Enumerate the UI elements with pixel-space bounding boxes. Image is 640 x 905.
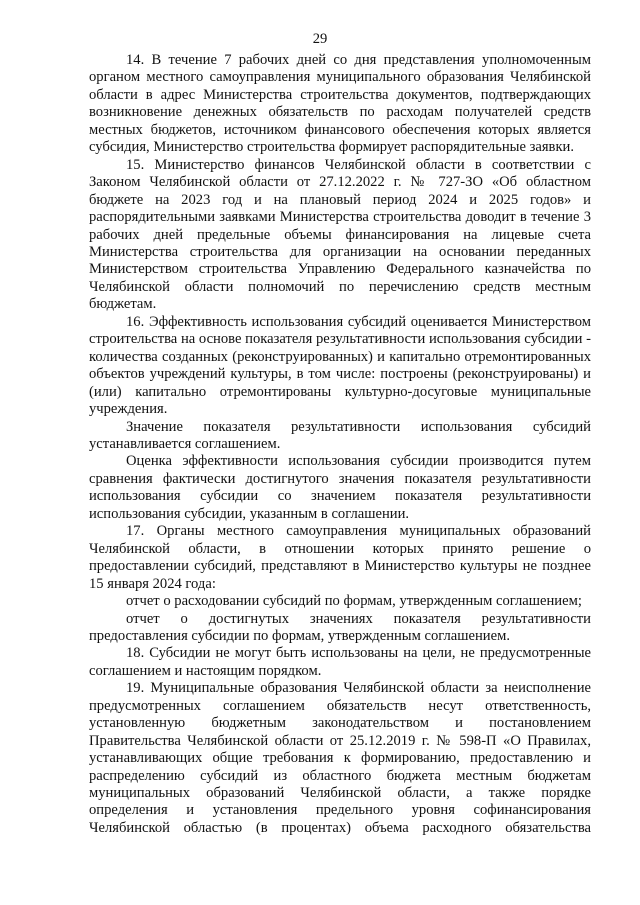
paragraph-efficiency-assessment: Оценка эффективности использования субсидии производится путем сравнения фактически достигнутого значения показателя результативности использования субсидии со значением показателя результативности использования субсидии, указанным в соглашении. (89, 453, 591, 522)
paragraph-14: 14. В течение 7 рабочих дней со дня представления уполномоченным органом местного самоуправления муниципального образования Челябинской области в адрес Министерства строительства документов, подтверждающих возникновение денежных обязательств по расходам получателей средств местных бюджетов, источником финансового обеспечения которых является субсидия, Министерство строительства формирует распорядительные заявки. (89, 52, 591, 156)
paragraph-indicator-value: Значение показателя результативности использования субсидий устанавливается соглашением. (89, 418, 591, 452)
page-number: 29 (312, 31, 328, 47)
paragraph-18: 18. Субсидии не могут быть использованы на цели, не предусмотренные соглашением и настоящим порядком. (89, 645, 591, 679)
paragraph-15: 15. Министерство финансов Челябинской области в соответствии с Законом Челябинской области от 27.12.2022 г. № 727-ЗО «Об областном бюджете на 2023 год и на плановый период 2024 и 2025 годов» и распорядительными заявками Министерства строительства доводит в течение 3 рабочих дней предельные объемы финансирования на лицевые счета Министерства строительства для организации на основании переданных Министерством строительства Управлению Федерального казначейства по Челябинской области полномочий по перечислению средств местным бюджетам. (89, 156, 591, 313)
paragraph-16: 16. Эффективность использования субсидий оценивается Министерством строительства на основе показателя результативности использования субсидии - количества созданных (реконструированных) и капитально отремонтированных объектов учреждений культуры, в том числе: построены (реконструированы) и (или) капитально отремонтированы культурно-досуговые муниципальные учреждения. (89, 313, 591, 418)
paragraph-17: 17. Органы местного самоуправления муниципальных образований Челябинской области, в отношении которых принято решение о предоставлении субсидий, представляют в Министерство культуры не позднее 15 января 2024 года: (89, 523, 591, 592)
paragraph-19: 19. Муниципальные образования Челябинской области за неисполнение предусмотренных соглашением обязательств несут ответственность, установленную бюджетным законодательством и постановлением Правительства Челябинской области от 25.12.2019 г. № 598-П «О Правилах, устанавливающих общие требования к формированию, предоставлению и распределению субсидий из областного бюджета местным бюджетам муниципальных образований Челябинской области, а также порядке определения и установления предельного уровня софинансирования Челябинской областью (в процентах) объема расходного обязательства (89, 680, 591, 836)
paragraph-report-expenditure: отчет о расходовании субсидий по формам, утвержденным соглашением; (126, 593, 582, 610)
paragraph-report-indicators: отчет о достигнутых значениях показателя результативности предоставления субсидии по формам, утвержденным соглашением. (89, 610, 591, 644)
document-body (89, 52, 591, 837)
